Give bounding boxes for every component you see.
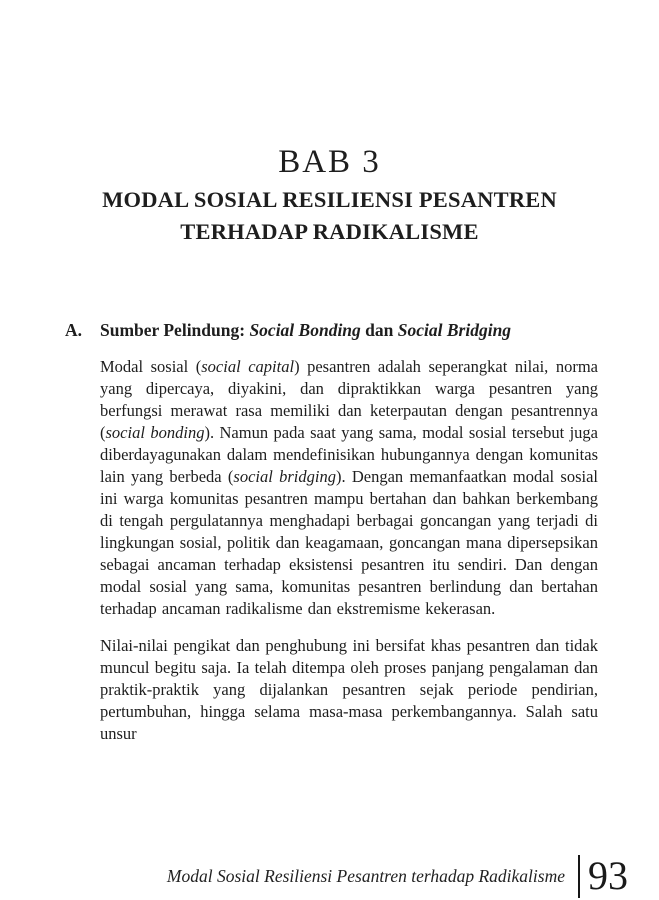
text-run: Modal sosial ( <box>100 357 202 376</box>
section-letter: A. <box>65 320 83 340</box>
chapter-label: BAB 3 <box>278 144 381 180</box>
text-run: Social Bonding <box>249 320 361 340</box>
text-run: social bridging <box>233 467 336 486</box>
text-run: social bonding <box>105 423 205 442</box>
text-run: ). Dengan memanfaatkan modal sosial ini warga komunitas pesantren mampu bertahan dan bahkan berkembang di tengah pergulatannya menghadapi berbagai goncangan yang terjadi di lingkungan sosial, politik dan keagamaan, goncangan mana dipersepsikan sebagai ancaman terhadap eksistensi pesantren itu sendiri. Dan dengan modal sosial yang sama, komunitas pesantren berlindung dan bertahan terhadap ancaman radikalisme dan ekstremisme kekerasan. <box>100 467 598 618</box>
footer-divider <box>578 855 581 898</box>
paragraph-1 <box>100 356 598 620</box>
paragraph-2 <box>100 635 598 745</box>
text-run: Sumber Pelindung: <box>100 320 250 340</box>
text-run: ) pesantren adalah seperangkat nilai, norma yang dipercaya, diyakini, dan dipraktikkan warga pesantren yang berfungsi merawat rasa memiliki dan keterpautan dengan pesantrennya ( <box>100 357 598 442</box>
page-footer <box>0 840 659 900</box>
text-run: dan <box>360 320 398 340</box>
text-run: Nilai-nilai pengikat dan penghubung ini bersifat khas pesantren dan tidak muncul begitu saja. Ia telah ditempa oleh proses panjang pengalaman dan praktik-praktik yang dijalankan pesantren sejak periode pendirian, pertumbuhan, hingga selama masa-masa perkembangannya. Salah satu unsur <box>100 636 598 743</box>
chapter-title <box>0 184 659 248</box>
section-title <box>100 319 599 341</box>
page-number: 93 <box>588 853 628 898</box>
chapter-title-line2: TERHADAP RADIKALISME <box>180 219 479 244</box>
footer-running-title: Modal Sosial Resiliensi Pesantren terhadap Radikalisme <box>166 866 565 886</box>
text-run: Social Bridging <box>397 320 512 340</box>
body-text <box>100 356 598 745</box>
text-run: social capital <box>201 357 295 376</box>
chapter-title-line1: MODAL SOSIAL RESILIENSI PESANTREN <box>102 187 557 212</box>
text-run: ). Namun pada saat yang sama, modal sosial tersebut juga diberdayagunakan dalam mendefinisikan hubungannya dengan komunitas lain yang berbeda ( <box>100 423 598 486</box>
section-heading <box>65 319 599 341</box>
